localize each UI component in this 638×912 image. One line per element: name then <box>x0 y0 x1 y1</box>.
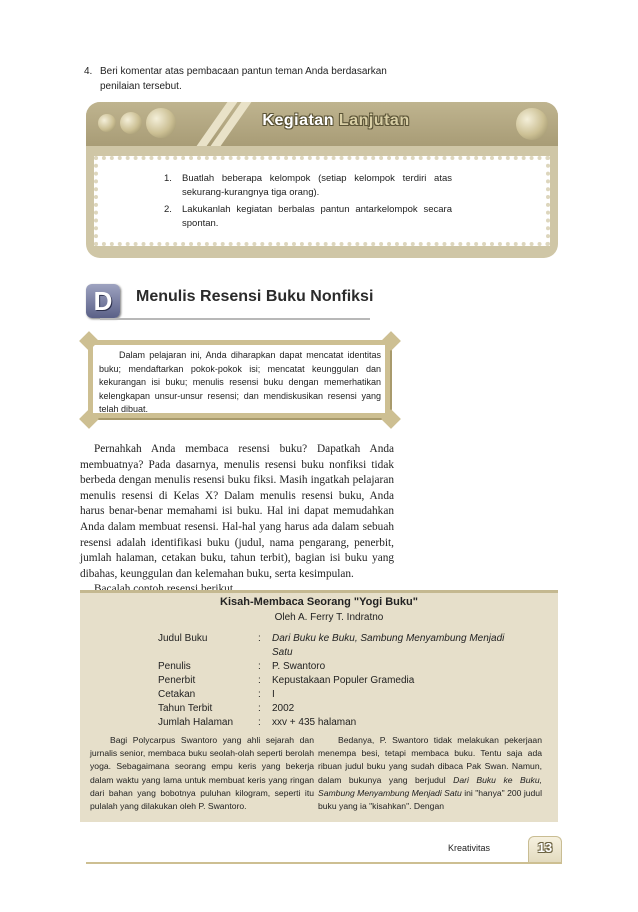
objective-box <box>88 340 390 418</box>
review-column-left: Bagi Polycarpus Swantoro yang ahli sejarah dan jurnalis senior, membaca buku seolah-olah seperti berolah yoga. Sebagaimana seorang empu keris yang bekerja dalam waktu yang lama untuk membuat keris yang ringan dari bahan yang bobotnya puluhan kilogram, seperti itu pulalah yang dilakukan oleh P. Swantoro. <box>90 735 314 812</box>
body-paragraph: Pernahkah Anda membaca resensi buku? Dapatkah Anda membuatnya? Pada dasarnya, menulis resensi buku nonfiksi tidak berbeda dengan menulis resensi buku fiksi. Masih ingatkah pelajaran menulis resensi di Kelas X? Dalam menulis resensi buku, Anda harus benar-benar memahami isi buku. Hal ini dapat memudahkan Anda dalam membuat resensi. Hal-hal yang harus ada dalam sebuah resensi adalah identifikasi buku (judul, nama pengarang, penerbit, jumlah halaman, cetakan buku, tahun terbit), bagian isi buku yang dibahas, keunggulan dan kelemahan buku, serta kesimpulan. <box>80 443 394 580</box>
list-item: 2. Lakukanlah kegiatan berbalas pantun antarkelompok secara spontan. <box>164 204 452 229</box>
book-identity-table <box>158 632 512 730</box>
table-row: Judul Buku : Dari Buku ke Buku, Sambung Menyambung Menjadi Satu <box>158 633 505 658</box>
table-row: Penulis : P. Swantoro <box>158 661 326 672</box>
review-top-border <box>80 590 558 593</box>
kegiatan-list <box>164 172 452 234</box>
footer-rule <box>86 862 562 864</box>
list-number: 4. <box>84 66 93 77</box>
objective-text: Dalam pelajaran ini, Anda diharapkan dapat mencatat identitas buku; mendaftarkan pokok-pokok isi; mencatat keunggulan dan kekurangan isi buku; menulis resensi buku dengan memerhatikan kelengkapan unsur-unsur resensi; dan mendiskusikan resensi yang telah dibuat. <box>99 350 381 414</box>
review-title: Kisah-Membaca Seorang "Yogi Buku" <box>220 596 418 608</box>
table-row: Jumlah Halaman : xxv + 435 halaman <box>158 717 357 728</box>
circle-decoration-icon <box>120 112 142 134</box>
section-letter-badge: D <box>86 284 120 318</box>
table-row: Penerbit : Kepustakaan Populer Gramedia <box>158 675 415 686</box>
list-item: 1. Buatlah beberapa kelompok (setiap kelompok terdiri atas sekurang-kurangnya tiga orang). <box>164 173 452 198</box>
section-title: Menulis Resensi Buku Nonfiksi <box>136 288 374 305</box>
list-item-4 <box>84 64 414 94</box>
kegiatan-lanjutan-box <box>86 102 558 258</box>
kegiatan-content-panel <box>94 156 550 246</box>
circle-decoration-icon <box>146 108 176 138</box>
table-row: Cetakan : I <box>158 689 275 700</box>
table-row: Tahun Terbit : 2002 <box>158 703 295 714</box>
review-column-right: Bedanya, P. Swantoro tidak melakukan pekerjaan menempa besi, tetapi membaca buku. Tentu saja ada ribuan judul buku yang sudah dibaca Pak Swan. Namun, dalam bukunya yang berjudul Dari Buku ke Buku, Sambung Menyambung Menjadi Satu ini "hanya" 200 judul buku yang ia "kisahkan". Dengan <box>318 735 542 812</box>
review-author: Oleh A. Ferry T. Indratno <box>274 612 384 623</box>
list-text: Beri komentar atas pembacaan pantun teman Anda berdasarkan penilaian tersebut. <box>100 66 387 92</box>
circle-decoration-icon <box>98 114 116 132</box>
page-number-tab <box>528 836 562 862</box>
page-number: 13 <box>537 840 553 855</box>
footer-label: Kreativitas <box>448 843 491 853</box>
kegiatan-header-band <box>86 102 558 146</box>
kegiatan-title: Kegiatan Lanjutan <box>262 112 410 129</box>
circle-decoration-icon <box>516 108 548 140</box>
review-box <box>80 590 558 822</box>
section-underline <box>100 318 370 320</box>
